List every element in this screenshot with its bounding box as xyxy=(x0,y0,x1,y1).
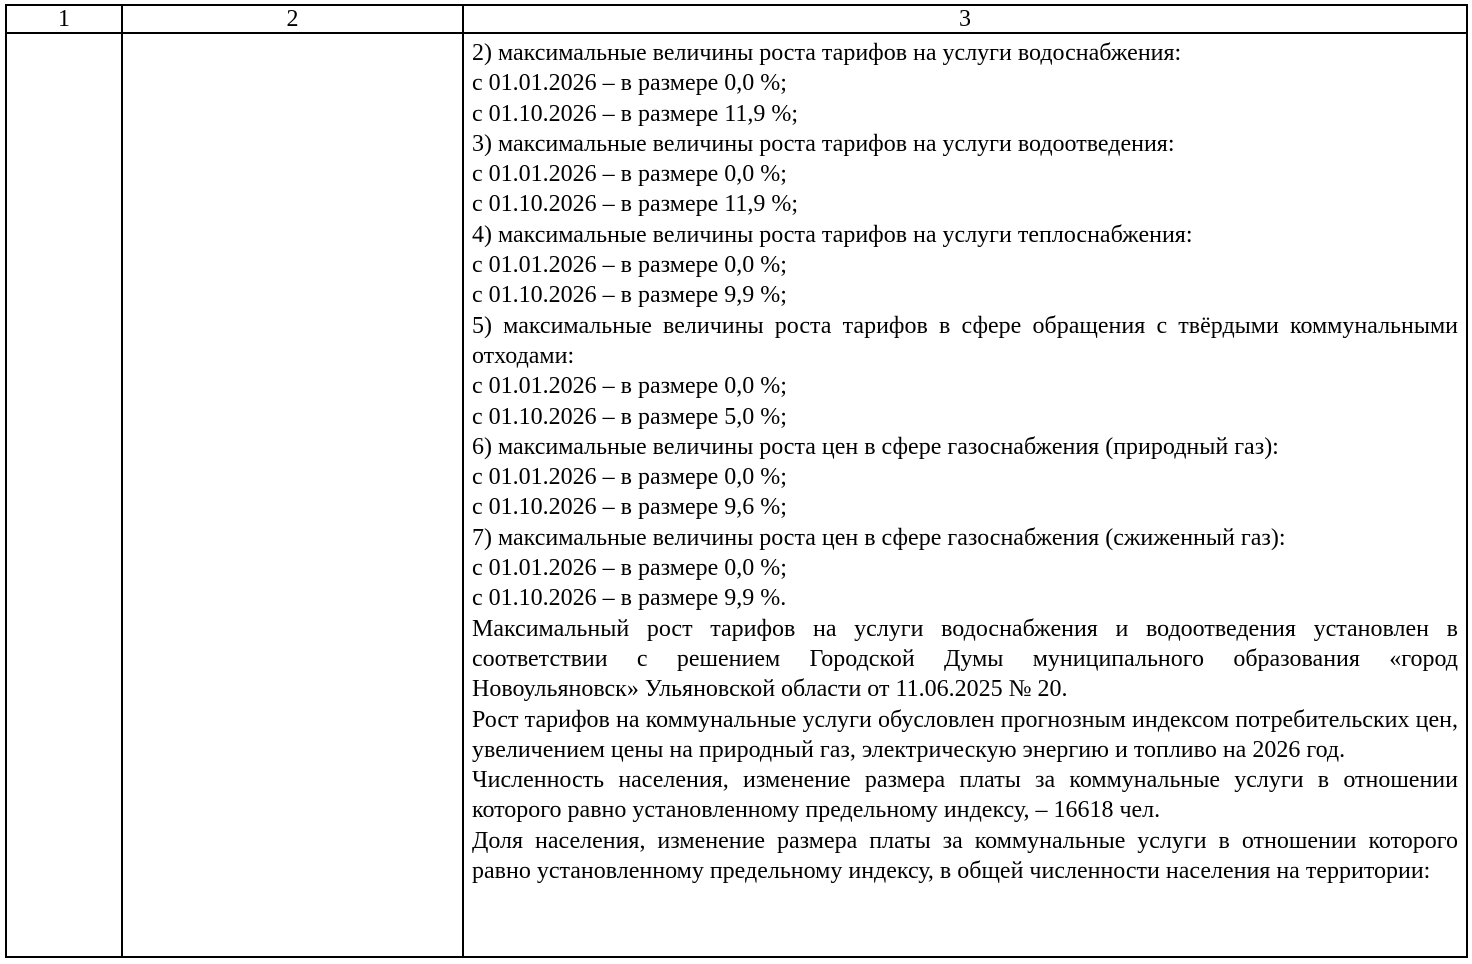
document-table xyxy=(5,4,1468,958)
text-line: с 01.10.2026 – в размере 11,9 %; xyxy=(472,100,799,127)
text-line: 3) максимальные величины роста тарифов на услуги водоотведения: xyxy=(472,130,1175,157)
text-line: с 01.01.2026 – в размере 0,0 %; xyxy=(472,373,787,400)
paragraph-item-5: 5) максимальные величины роста тарифов в сфере обращения с твёрдыми коммунальными отходами: xyxy=(472,312,1458,369)
text-line: с 01.01.2026 – в размере 0,0 %; xyxy=(472,252,787,279)
text-line: с 01.10.2026 – в размере 9,9 %; xyxy=(472,282,787,309)
text-line: с 01.10.2026 – в размере 9,9 %. xyxy=(472,585,787,612)
content-cell-2 xyxy=(122,33,463,957)
text-line: с 01.01.2026 – в размере 0,0 %; xyxy=(472,70,787,97)
text-line: с 01.01.2026 – в размере 0,0 %; xyxy=(472,555,787,582)
text-line: с 01.10.2026 – в размере 11,9 %; xyxy=(472,191,799,218)
paragraph-max-growth: Максимальный рост тарифов на услуги водоснабжения и водоотведения установлен в соответствии с решением Городской Думы муниципального образования «город Новоульяновск» Ульяновской области от 11.06.2025 № 20. xyxy=(472,615,1458,703)
content-row xyxy=(6,33,1467,957)
text-line: 6) максимальные величины роста цен в сфере газоснабжения (природный газ): xyxy=(472,433,1279,460)
text-line: с 01.10.2026 – в размере 5,0 %; xyxy=(472,403,787,430)
text-line: с 01.10.2026 – в размере 9,6 %; xyxy=(472,494,787,521)
text-line: 7) максимальные величины роста цен в сфере газоснабжения (сжиженный газ): xyxy=(472,524,1286,551)
content-cell-3 xyxy=(463,33,1467,957)
header-row xyxy=(6,5,1467,33)
text-line: 4) максимальные величины роста тарифов на услуги теплоснабжения: xyxy=(472,221,1193,248)
paragraph-population-share: Доля населения, изменение размера платы за коммунальные услуги в отношении которого равно установленному предельному индексу, в общей численности населения на территории: xyxy=(472,827,1458,885)
header-cell-3: 3 xyxy=(463,5,1467,33)
text-line: с 01.01.2026 – в размере 0,0 %; xyxy=(472,161,787,188)
text-line: 2) максимальные величины роста тарифов на услуги водоснабжения: xyxy=(472,40,1182,66)
header-cell-2: 2 xyxy=(122,5,463,33)
paragraph-growth-reason: Рост тарифов на коммунальные услуги обусловлен прогнозным индексом потребительских цен, увеличением цены на природный газ, электрическую энергию и топливо на 2026 год. xyxy=(472,706,1458,763)
text-line: с 01.01.2026 – в размере 0,0 %; xyxy=(472,464,787,491)
header-cell-1: 1 xyxy=(6,5,122,33)
paragraph-population: Численность населения, изменение размера платы за коммунальные услуги в отношении которого равно установленному предельному индексу, – 16618 чел. xyxy=(472,767,1458,824)
content-cell-1 xyxy=(6,33,122,957)
